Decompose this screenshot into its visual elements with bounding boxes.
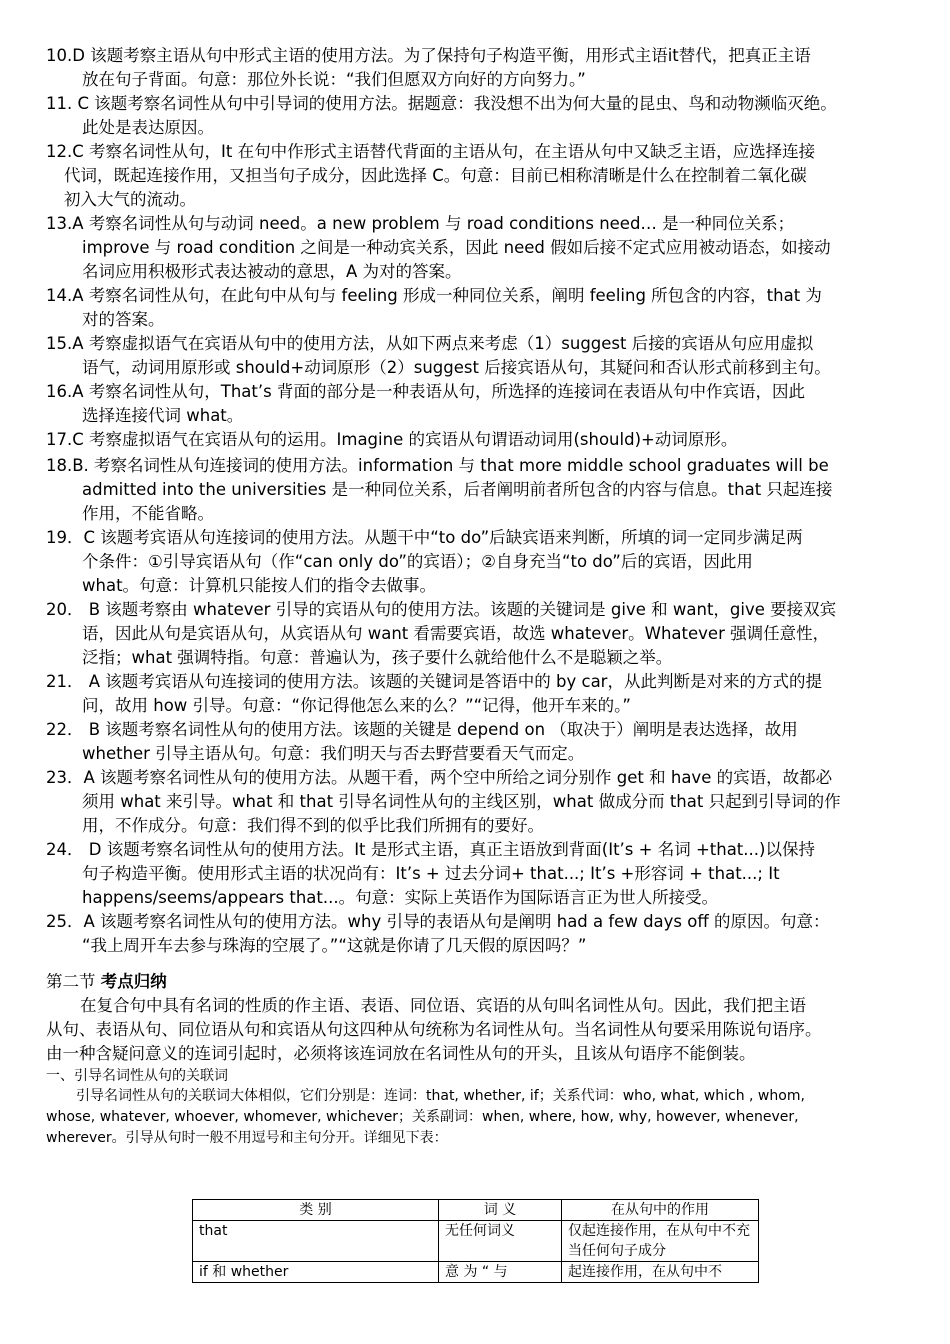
answer-item-first-line: 17.C 考察虚拟语气在宾语从句的运用。Imagine 的宾语从句谓语动词用(should)+动词原形。 <box>46 430 738 449</box>
answer-item-first-line: 16.A 考察名词性从句，That’s 背面的部分是一种表语从句，所选择的连接词在表语从句中作宾语，因此 <box>46 382 805 401</box>
section-prefix: 第二节 <box>46 972 101 991</box>
answer-item-first-line: 10.D 该题考察主语从句中形式主语的使用方法。为了保持句子构造平衡，用形式主语it替代，把真正主语 <box>46 46 811 65</box>
answer-item-line: admitted into the universities 是一种同位关系，后者阐明前者所包含的内容与信息。that 只起连接 <box>82 480 833 500</box>
sub-heading: 一、引导名词性从句的关联词 <box>46 1068 228 1084</box>
paragraph-line: 由一种含疑问意义的连词引起时，必须将该连词放在名词性从句的开头，且该从句语序不能倒装。 <box>46 1044 756 1063</box>
answer-item-line: 对的答案。 <box>82 310 165 330</box>
answer-item-line: 泛指；what 强调特指。句意：普遍认为，孩子要什么就给他什么不是聪颖之举。 <box>82 648 673 668</box>
answer-item <box>46 910 908 958</box>
answer-item-first-line: 25．A 该题考察名词性从句的使用方法。why 引导的表语从句是阐明 had a few days off 的原因。句意： <box>46 912 830 931</box>
answer-item-line: 句子构造平衡。使用形式主语的状况尚有：It’s + 过去分词+ that...; It’s +形容词 + that...; It <box>82 864 780 884</box>
answer-item-first-line: 14.A 考察名词性从句，在此句中从句与 feeling 形成一种同位关系，阐明 feeling 所包含的内容，that 为 <box>46 286 822 305</box>
answer-item-line: whether 引导主语从句。句意：我们明天与否去野营要看天气而定。 <box>82 744 585 764</box>
table-cell: 无任何词义 <box>439 1221 562 1262</box>
answer-item <box>46 332 908 380</box>
answer-item-line: 初入大气的流动。 <box>64 190 196 210</box>
paragraph-line: wherever。引导从句时一般不用逗号和主句分开。详细见下表： <box>46 1130 448 1146</box>
table-header: 类 别 <box>193 1200 439 1221</box>
answer-item <box>46 526 908 599</box>
answer-item <box>46 140 908 213</box>
section-title: 考点归纳 <box>100 972 167 991</box>
answer-item-line: 选择连接代词 what。 <box>82 406 244 426</box>
table-cell: 仅起连接作用，在从句中不充当任何句子成分 <box>562 1221 759 1262</box>
answer-item-line: 问，故用 how 引导。句意：“你记得他怎么来的么？”“记得，他开车来的。” <box>82 696 631 716</box>
answer-item-line: 放在句子背面。句意：那位外长说：“我们但愿双方向好的方向努力。” <box>82 70 586 90</box>
answer-item-line: 作用，不能省略。 <box>82 504 214 524</box>
table-cell: that <box>193 1221 439 1262</box>
answer-item <box>46 670 908 718</box>
answer-item <box>46 718 908 766</box>
answer-item-first-line: 13.A 考察名词性从句与动词 need。a new problem 与 road conditions need… 是一种同位关系； <box>46 214 795 233</box>
answer-item-line: 代词，既起连接作用，又担当句子成分，因此选择 C。句意：目前已相称清晰是什么在控制着二氧化碳 <box>64 166 807 186</box>
answer-item-line: 此处是表达原因。 <box>82 118 214 138</box>
answer-item-first-line: 21． A 该题考宾语从句连接词的使用方法。该题的关键词是答语中的 by car，从此判断是对来的方式的提 <box>46 672 822 691</box>
table-cell: 起连接作用，在从句中不 <box>562 1262 759 1283</box>
section-heading <box>46 970 167 994</box>
answer-item-line: 名词应用积极形式表达被动的意思，A 为对的答案。 <box>82 262 462 282</box>
answer-item-first-line: 20． B 该题考察由 whatever 引导的宾语从句的使用方法。该题的关键词是 give 和 want，give 要接双宾 <box>46 600 837 619</box>
table-cell: if 和 whether <box>193 1262 439 1283</box>
answer-item-first-line: 23．A 该题考察名词性从句的使用方法。从题干看，两个空中所给之词分别作 get 和 have 的宾语，故都必 <box>46 768 833 787</box>
answer-item-line: 用，不作成分。句意：我们得不到的似乎比我们所拥有的要好。 <box>82 816 544 836</box>
answer-item <box>46 454 908 527</box>
answer-item-line: 语气，动词用原形或 should+动词原形（2）suggest 后接宾语从句，其疑问和否认形式前移到主句。 <box>82 358 831 378</box>
answer-item <box>46 428 908 452</box>
answer-item-first-line: 15.A 考察虚拟语气在宾语从句中的使用方法，从如下两点来考虑（1）suggest 后接的宾语从句应用虚拟 <box>46 334 814 353</box>
connectives-table <box>192 1199 759 1283</box>
answer-item-first-line: 12.C 考察名词性从句，It 在句中作形式主语替代背面的主语从句，在主语从句中又缺乏主语，应选择连接 <box>46 142 816 161</box>
answer-item-line: 个条件：①引导宾语从句（作“can only do”的宾语）；②自身充当“to do”后的宾语，因此用 <box>82 552 753 572</box>
answer-item-line: happens/seems/appears that...。句意：实际上英语作为国际语言正为世人所接受。 <box>82 888 719 908</box>
paragraph-line: 在复合句中具有名词的性质的作主语、表语、同位语、宾语的从句叫名词性从句。因此，我们把主语 <box>80 996 806 1015</box>
answer-item <box>46 380 908 428</box>
answer-item <box>46 212 908 285</box>
paragraph-line: 引导名词性从句的关联词大体相似，它们分别是：连词：that, whether, if；关系代词：who, what, which , whom, <box>76 1088 805 1104</box>
answer-item-line: what。句意：计算机只能按人们的指令去做事。 <box>82 576 437 596</box>
answer-item <box>46 92 908 140</box>
table-cell: 意 为 “ 与 <box>439 1262 562 1283</box>
table-header: 词 义 <box>439 1200 562 1221</box>
paragraph-line: whose, whatever, whoever, whomever, whichever；关系副词：when, where, how, why, however, whenever, <box>46 1109 799 1125</box>
connectives-paragraph <box>46 1086 908 1149</box>
answer-item-first-line: 18.B. 考察名词性从句连接词的使用方法。information 与 that more middle school graduates will be <box>46 456 829 475</box>
answer-item <box>46 284 908 332</box>
table-row <box>193 1262 759 1283</box>
answer-item-line: 须用 what 来引导。what 和 that 引导名词性从句的主线区别，what 做成分而 that 只起到引导词的作 <box>82 792 841 812</box>
table-row <box>193 1221 759 1262</box>
paragraph-line: 从句、表语从句、同位语从句和宾语从句这四种从句统称为名词性从句。当名词性从句要采用陈说句语序。 <box>46 1020 822 1039</box>
intro-paragraph <box>46 994 908 1066</box>
table-header-row <box>193 1200 759 1221</box>
answer-item <box>46 598 908 671</box>
answer-item-first-line: 19．C 该题考宾语从句连接词的使用方法。从题干中“to do”后缺宾语来判断，所填的词一定同步满足两 <box>46 528 803 547</box>
answer-item-first-line: 22． B 该题考察名词性从句的使用方法。该题的关键是 depend on （取决于）阐明是表达选择，故用 <box>46 720 798 739</box>
table-header: 在从句中的作用 <box>562 1200 759 1221</box>
answer-item <box>46 44 908 92</box>
answer-item-line: “我上周开车去参与珠海的空展了。”“这就是你请了几天假的原因吗？” <box>82 936 587 956</box>
answer-item-line: 语，因此从句是宾语从句，从宾语从句 want 看需要宾语，故选 whatever。Whatever 强调任意性， <box>82 624 830 644</box>
answer-item-first-line: 11. C 该题考察名词性从句中引导词的使用方法。据题意：我没想不出为何大量的昆虫、鸟和动物濒临灭绝。 <box>46 94 837 113</box>
answer-item <box>46 766 908 839</box>
answer-item <box>46 838 908 911</box>
answer-item-line: improve 与 road condition 之间是一种动宾关系，因此 need 假如后接不定式应用被动语态，如接动 <box>82 238 831 258</box>
answer-item-first-line: 24． D 该题考察名词性从句的使用方法。It 是形式主语，真正主语放到背面(It’s + 名词 +that...)以保持 <box>46 840 815 859</box>
